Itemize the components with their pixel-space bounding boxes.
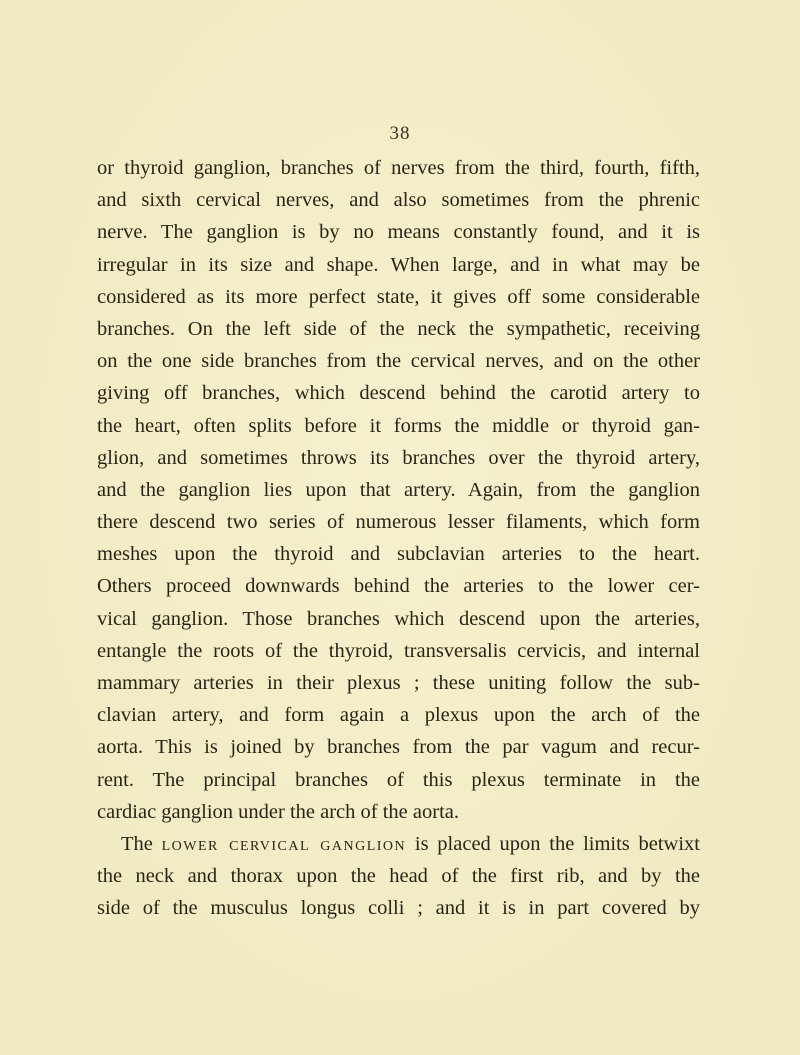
text-line: mammary arteries in their plexus ; these uniting follow the sub- [97,672,700,694]
text-line: or thyroid ganglion, branches of nerves from the third, fourth, fifth, [97,157,700,179]
text-line: Others proceed downwards behind the arteries to the lower cer- [97,575,700,598]
text-line: giving off branches, which descend behind the carotid artery to [97,382,700,405]
text-line: the heart, often splits before it forms the middle or thyroid gan- [97,414,700,437]
text-line: meshes upon the thyroid and subclavian arteries to the heart. [97,543,700,566]
text-line: rent. The principal branches of this plexus terminate in the [97,768,700,791]
page-number: 38 [389,123,411,144]
text-line: vical ganglion. Those branches which descend upon the arteries, [97,607,700,630]
text-line: and the ganglion lies upon that artery. Again, from the ganglion [97,478,700,501]
text-line: there descend two series of numerous lesser filaments, which form [97,511,700,534]
text-line: branches. On the left side of the neck the sympathetic, receiving [97,317,700,340]
text-line: considered as its more perfect state, it gives off some considerable [97,285,700,308]
text-line: glion, and sometimes throws its branches over the thyroid artery, [97,446,700,469]
text-line: side of the musculus longus colli ; and it is in part covered by [97,897,700,920]
text-line: clavian artery, and form again a plexus upon the arch of the [97,704,700,727]
body-text [97,152,700,925]
text-line: and sixth cervical nerves, and also sometimes from the phrenic [97,189,700,212]
text-line: irregular in its size and shape. When large, and in what may be [97,253,700,276]
small-caps-term: lower cervical ganglion [161,832,407,855]
text-line: cardiac ganglion under the arch of the aorta. [97,800,459,823]
text-line: the neck and thorax upon the head of the first rib, and by the [97,865,700,888]
text-line: aorta. This is joined by branches from the par vagum and recur- [97,736,700,759]
paragraph-lead-text: The [121,832,162,855]
text-line: on the one side branches from the cervical nerves, and on the other [97,350,700,373]
paragraph-line-rest: is placed upon the limits betwixt [406,832,700,855]
text-line: nerve. The ganglion is by no means constantly found, and it is [97,221,700,244]
text-line: entangle the roots of the thyroid, transversalis cervicis, and internal [97,639,700,662]
paragraph-start-line [97,828,700,860]
